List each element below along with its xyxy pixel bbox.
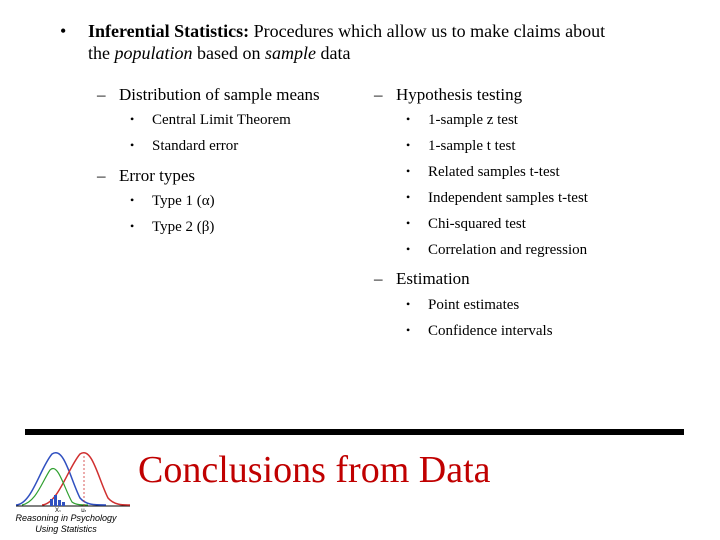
list-item: • Chi-squared test [406,216,526,232]
footer-divider [25,429,684,435]
list-item: • Related samples t-test [406,164,560,180]
distribution-heading: – Distribution of sample means [97,85,320,104]
logo-bar [50,499,53,506]
list-item: • Standard error [130,138,239,154]
intro-line1-rest: Procedures which allow us to make claims about [249,21,606,41]
intro-bullet: • [60,21,67,41]
hypothesis-heading: – Hypothesis testing [374,85,523,104]
list-item: • Type 1 (α) [130,193,215,209]
list-item: • Independent samples t-test [406,190,588,206]
error-types-heading: – Error types [97,166,196,185]
logo-caption: Reasoning in Psychology Using Statistics [15,513,117,534]
intro-population: population [114,43,193,63]
list-item: • Correlation and regression [406,242,588,258]
logo-mu-label: μ₁ [81,508,87,512]
estimation-heading: – Estimation [374,269,470,288]
list-item: • Type 2 (β) [130,219,215,235]
logo-xbar-label: X₁ [54,508,62,512]
intro-line-1 [60,20,605,42]
list-item: • 1-sample z test [406,112,518,128]
list-item: • Point estimates [406,297,520,313]
distribution-curves-logo-icon [14,448,132,512]
list-item: • Central Limit Theorem [130,112,291,128]
intro-sample: sample [265,43,316,63]
logo-bar [62,502,65,506]
logo-bar [58,500,61,506]
list-item: • Confidence intervals [406,323,553,339]
intro-line-2: the population based on sample data [88,43,351,63]
intro-colon: : [243,21,250,41]
logo-bar [54,495,57,506]
list-item: • 1-sample t test [406,138,516,154]
slide-title: Conclusions from Data [138,449,491,491]
intro-term: Inferential Statistics [88,21,244,41]
